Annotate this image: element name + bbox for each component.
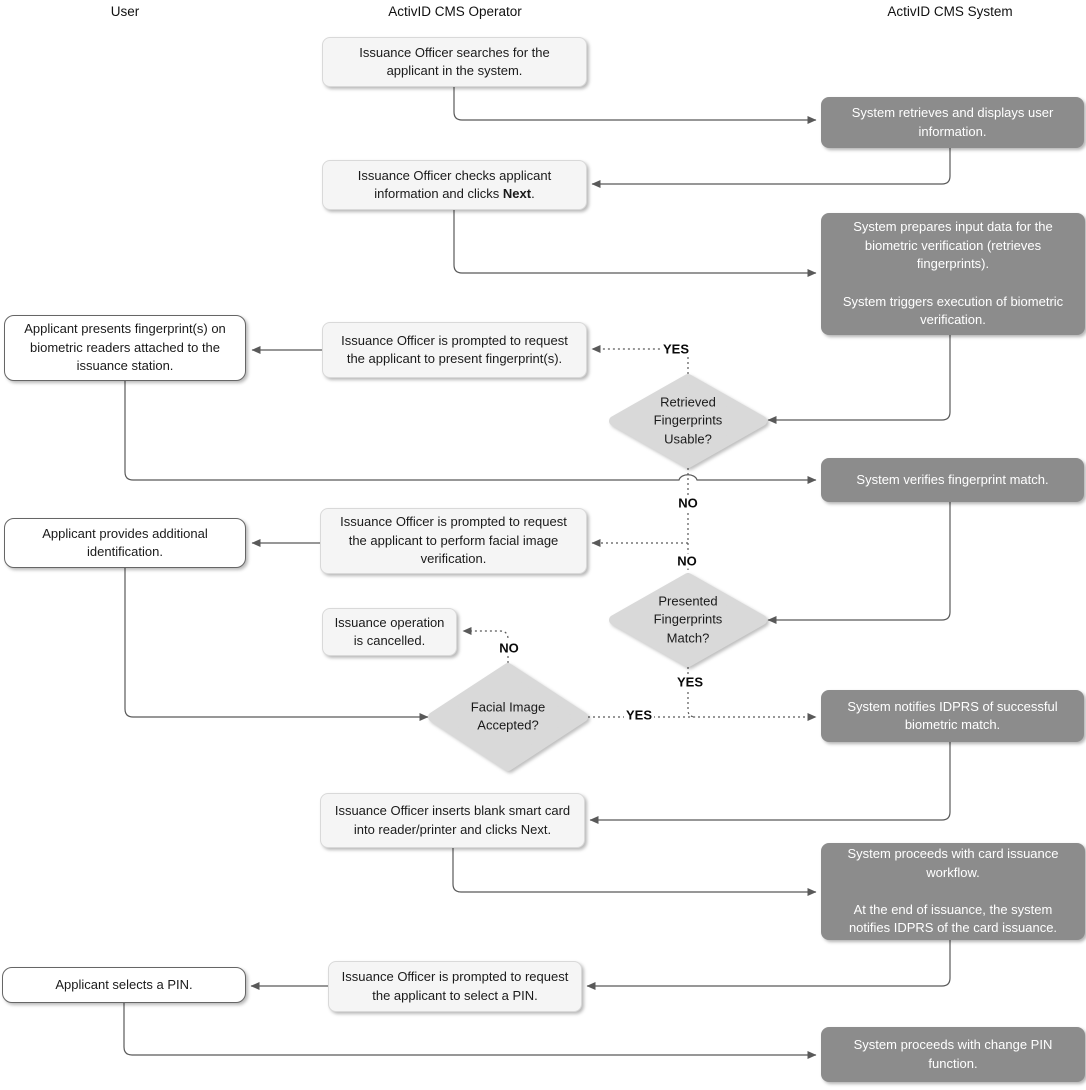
connector-verify-to-presented-decision [768, 502, 950, 620]
connector-prepare-to-retrieved-decision [768, 335, 950, 420]
lane-header-system: ActivID CMS System [887, 4, 1013, 19]
edge-label-facial-no: NO [499, 640, 519, 656]
step-user-additional-id-text: Applicant provides additional identification. [42, 525, 208, 559]
edge-label-facial-yes: YES [625, 707, 653, 723]
step-system-verify-match [821, 458, 1084, 502]
step-system-prepare [821, 213, 1085, 335]
connector-check-to-prepare [454, 210, 816, 273]
edge-label-retrieved-yes: YES [662, 341, 690, 357]
decision-facial-image-label: Facial Image Accepted? [470, 699, 546, 733]
step-operator-prompt-pin-text: Issuance Officer is prompted to request the applicant to select a PIN. [341, 969, 569, 1003]
step-system-change-pin [821, 1027, 1085, 1082]
connector-retrieve-to-check [592, 148, 950, 184]
step-system-prepare-text-1: System prepares input data for the biometric verification (retrieves fingerprints). [853, 219, 1053, 272]
decision-presented-fingerprints-label: Presented Fingerprints Match? [653, 593, 723, 646]
step-operator-prompt-fingerprint-text: Issuance Officer is prompted to request the applicant to present fingerprint(s). [341, 332, 568, 366]
step-system-verify-match-text: System verifies fingerprint match. [856, 471, 1049, 487]
edge-label-retrieved-no: NO [678, 495, 698, 511]
step-system-notify-idprs [821, 690, 1084, 742]
step-operator-cancelled-text: Issuance operation is cancelled. [334, 614, 445, 648]
step-operator-prompt-pin [328, 961, 582, 1012]
step-operator-search [322, 37, 587, 87]
decision-retrieved-fingerprints-label: Retrieved Fingerprints Usable? [653, 394, 723, 447]
step-user-select-pin-text: Applicant selects a PIN. [55, 976, 193, 992]
step-user-additional-id [4, 518, 246, 568]
step-user-present-fingerprints [4, 315, 246, 381]
step-operator-prompt-facial-text: Issuance Officer is prompted to request the applicant to perform facial image verification. [340, 514, 567, 567]
step-operator-insert-card-text: Issuance Officer inserts blank smart card into reader/printer and clicks Next. [334, 803, 571, 837]
lane-header-operator: ActivID CMS Operator [388, 4, 522, 19]
step-system-prepare-text-2: System triggers execution of biometric verification. [842, 293, 1064, 328]
step-system-retrieve [821, 97, 1084, 148]
step-user-present-fingerprints-text: Applicant presents fingerprint(s) on biometric readers attached to the issuance station. [24, 321, 226, 374]
step-user-select-pin [2, 967, 246, 1003]
step-operator-insert-card [320, 793, 585, 848]
step-system-change-pin-text: System proceeds with change PIN function. [853, 1037, 1053, 1071]
edge-label-presented-yes: YES [676, 674, 704, 690]
step-system-card-issuance [821, 843, 1085, 940]
connector-idprs-to-insertcard [590, 742, 950, 820]
connector-cardissuance-to-promptpin [587, 940, 950, 986]
step-system-notify-idprs-text: System notifies IDPRS of successful biometric match. [847, 698, 1058, 732]
connector-presented-yes-vertical [688, 662, 696, 717]
step-operator-prompt-facial [320, 508, 587, 574]
step-system-retrieve-text: System retrieves and displays user information. [851, 105, 1054, 139]
step-operator-search-text: Issuance Officer searches for the applicant in the system. [359, 44, 550, 78]
step-system-card-issuance-text-2: At the end of issuance, the system notifies IDPRS of the card issuance. [848, 902, 1058, 936]
connector-search-to-retrieve [454, 87, 816, 120]
lane-header-user: User [110, 4, 140, 19]
step-operator-check-info-text: Issuance Officer checks applicant information and clicks Next. [357, 167, 552, 201]
step-operator-check-info [322, 160, 587, 210]
step-operator-cancelled [322, 608, 457, 656]
edge-label-presented-no: NO [677, 553, 697, 569]
step-system-card-issuance-text-1: System proceeds with card issuance workflow. [847, 846, 1059, 880]
step-operator-prompt-fingerprint [322, 322, 587, 378]
connector-insertcard-to-cardissuance [453, 848, 816, 892]
